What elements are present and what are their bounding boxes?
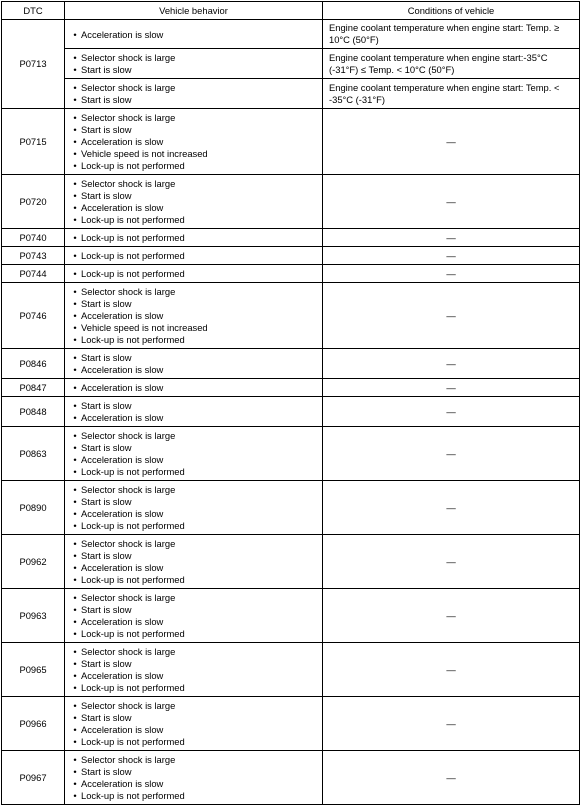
behavior-list-item bbox=[69, 484, 318, 496]
bullet-icon: • bbox=[73, 778, 77, 789]
behavior-list-item bbox=[69, 190, 318, 202]
bullet-icon: • bbox=[73, 562, 77, 573]
behavior-list-item bbox=[69, 574, 318, 586]
table-body bbox=[2, 20, 580, 805]
table-row bbox=[2, 589, 580, 643]
vehicle-condition-cell: Engine coolant temperature when engine start:-35°C (-31°F) ≤ Temp. < 10°C (50°F) bbox=[323, 49, 580, 79]
behavior-list-item bbox=[69, 112, 318, 124]
behavior-text: Acceleration is slow bbox=[81, 382, 164, 393]
behavior-text: Start is slow bbox=[81, 64, 132, 75]
bullet-icon: • bbox=[73, 592, 77, 603]
bullet-icon: • bbox=[73, 400, 77, 411]
bullet-icon: • bbox=[73, 646, 77, 657]
dtc-code-cell: P0962 bbox=[2, 535, 65, 589]
behavior-text: Vehicle speed is not increased bbox=[81, 322, 208, 333]
behavior-text: Lock-up is not performed bbox=[81, 682, 185, 693]
behavior-text: Lock-up is not performed bbox=[81, 736, 185, 747]
bullet-icon: • bbox=[73, 442, 77, 453]
vehicle-condition-cell: — bbox=[323, 229, 580, 247]
dtc-code-cell: P0967 bbox=[2, 751, 65, 805]
behavior-list-item bbox=[69, 352, 318, 364]
bullet-icon: • bbox=[73, 454, 77, 465]
bullet-icon: • bbox=[73, 364, 77, 375]
behavior-text: Start is slow bbox=[81, 94, 132, 105]
behavior-list-item bbox=[69, 766, 318, 778]
dtc-code-cell: P0713 bbox=[2, 20, 65, 109]
header-row bbox=[2, 2, 580, 20]
bullet-icon: • bbox=[73, 382, 77, 393]
dtc-code-cell: P0744 bbox=[2, 265, 65, 283]
bullet-icon: • bbox=[73, 604, 77, 615]
dtc-code-cell: P0743 bbox=[2, 247, 65, 265]
dtc-code-cell: P0746 bbox=[2, 283, 65, 349]
behavior-list-item bbox=[69, 412, 318, 424]
table-row bbox=[2, 20, 580, 49]
behavior-list-item bbox=[69, 724, 318, 736]
vehicle-condition-cell: — bbox=[323, 265, 580, 283]
dtc-code-cell: P0890 bbox=[2, 481, 65, 535]
behavior-text: Lock-up is not performed bbox=[81, 232, 185, 243]
behavior-list-item bbox=[69, 334, 318, 346]
behavior-list-item bbox=[69, 736, 318, 748]
behavior-list-item bbox=[69, 646, 318, 658]
bullet-icon: • bbox=[73, 628, 77, 639]
bullet-icon: • bbox=[73, 310, 77, 321]
dtc-code-cell: P0965 bbox=[2, 643, 65, 697]
behavior-list-item bbox=[69, 202, 318, 214]
vehicle-condition-cell: — bbox=[323, 751, 580, 805]
bullet-icon: • bbox=[73, 124, 77, 135]
vehicle-behavior-cell bbox=[65, 397, 323, 427]
behavior-text: Start is slow bbox=[81, 604, 132, 615]
behavior-list-item bbox=[69, 286, 318, 298]
behavior-text: Acceleration is slow bbox=[81, 454, 164, 465]
behavior-text: Selector shock is large bbox=[81, 430, 176, 441]
header-dtc: DTC bbox=[2, 2, 65, 20]
behavior-text: Lock-up is not performed bbox=[81, 160, 185, 171]
bullet-icon: • bbox=[73, 574, 77, 585]
vehicle-condition-cell: — bbox=[323, 109, 580, 175]
behavior-text: Selector shock is large bbox=[81, 592, 176, 603]
vehicle-condition-cell: — bbox=[323, 535, 580, 589]
behavior-list-item bbox=[69, 124, 318, 136]
bullet-icon: • bbox=[73, 148, 77, 159]
behavior-list-item bbox=[69, 466, 318, 478]
vehicle-behavior-cell bbox=[65, 175, 323, 229]
bullet-icon: • bbox=[73, 412, 77, 423]
header-vehicle-behavior: Vehicle behavior bbox=[65, 2, 323, 20]
behavior-list-item bbox=[69, 29, 318, 41]
behavior-text: Lock-up is not performed bbox=[81, 574, 185, 585]
table-row bbox=[2, 751, 580, 805]
behavior-list-item bbox=[69, 298, 318, 310]
behavior-text: Start is slow bbox=[81, 400, 132, 411]
behavior-text: Lock-up is not performed bbox=[81, 334, 185, 345]
behavior-list-item bbox=[69, 754, 318, 766]
dtc-code-cell: P0720 bbox=[2, 175, 65, 229]
vehicle-behavior-cell bbox=[65, 109, 323, 175]
behavior-text: Lock-up is not performed bbox=[81, 214, 185, 225]
behavior-list-item bbox=[69, 214, 318, 226]
vehicle-condition-cell: — bbox=[323, 247, 580, 265]
behavior-text: Acceleration is slow bbox=[81, 310, 164, 321]
behavior-list-item bbox=[69, 592, 318, 604]
bullet-icon: • bbox=[73, 190, 77, 201]
bullet-icon: • bbox=[73, 82, 77, 93]
bullet-icon: • bbox=[73, 298, 77, 309]
table-row bbox=[2, 49, 580, 79]
vehicle-condition-cell: — bbox=[323, 175, 580, 229]
behavior-text: Selector shock is large bbox=[81, 646, 176, 657]
behavior-list-item bbox=[69, 160, 318, 172]
vehicle-condition-cell: — bbox=[323, 481, 580, 535]
bullet-icon: • bbox=[73, 52, 77, 63]
behavior-text: Start is slow bbox=[81, 766, 132, 777]
bullet-icon: • bbox=[73, 178, 77, 189]
behavior-text: Lock-up is not performed bbox=[81, 250, 185, 261]
vehicle-behavior-cell bbox=[65, 481, 323, 535]
behavior-list-item bbox=[69, 136, 318, 148]
vehicle-behavior-cell bbox=[65, 79, 323, 109]
behavior-text: Vehicle speed is not increased bbox=[81, 148, 208, 159]
bullet-icon: • bbox=[73, 496, 77, 507]
behavior-text: Acceleration is slow bbox=[81, 364, 164, 375]
bullet-icon: • bbox=[73, 334, 77, 345]
behavior-list-item bbox=[69, 268, 318, 280]
table-row bbox=[2, 535, 580, 589]
dtc-code-cell: P0846 bbox=[2, 349, 65, 379]
behavior-list-item bbox=[69, 442, 318, 454]
vehicle-behavior-cell bbox=[65, 229, 323, 247]
dtc-code-cell: P0863 bbox=[2, 427, 65, 481]
vehicle-behavior-cell bbox=[65, 20, 323, 49]
dtc-code-cell: P0966 bbox=[2, 697, 65, 751]
behavior-text: Selector shock is large bbox=[81, 538, 176, 549]
bullet-icon: • bbox=[73, 658, 77, 669]
vehicle-condition-cell: — bbox=[323, 697, 580, 751]
behavior-text: Acceleration is slow bbox=[81, 136, 164, 147]
bullet-icon: • bbox=[73, 112, 77, 123]
vehicle-behavior-cell bbox=[65, 427, 323, 481]
bullet-icon: • bbox=[73, 682, 77, 693]
bullet-icon: • bbox=[73, 232, 77, 243]
vehicle-condition-cell: — bbox=[323, 589, 580, 643]
behavior-list-item bbox=[69, 82, 318, 94]
bullet-icon: • bbox=[73, 484, 77, 495]
vehicle-condition-cell: — bbox=[323, 427, 580, 481]
behavior-list-item bbox=[69, 232, 318, 244]
behavior-list-item bbox=[69, 322, 318, 334]
bullet-icon: • bbox=[73, 766, 77, 777]
behavior-text: Start is slow bbox=[81, 712, 132, 723]
behavior-list-item bbox=[69, 790, 318, 802]
bullet-icon: • bbox=[73, 94, 77, 105]
bullet-icon: • bbox=[73, 670, 77, 681]
bullet-icon: • bbox=[73, 520, 77, 531]
bullet-icon: • bbox=[73, 64, 77, 75]
behavior-text: Start is slow bbox=[81, 658, 132, 669]
behavior-text: Selector shock is large bbox=[81, 754, 176, 765]
vehicle-behavior-cell bbox=[65, 751, 323, 805]
behavior-list-item bbox=[69, 364, 318, 376]
vehicle-behavior-cell bbox=[65, 247, 323, 265]
behavior-list-item bbox=[69, 454, 318, 466]
behavior-list-item bbox=[69, 616, 318, 628]
bullet-icon: • bbox=[73, 214, 77, 225]
behavior-list-item bbox=[69, 430, 318, 442]
vehicle-condition-cell: — bbox=[323, 379, 580, 397]
table-row bbox=[2, 229, 580, 247]
dtc-code-cell: P0847 bbox=[2, 379, 65, 397]
bullet-icon: • bbox=[73, 754, 77, 765]
vehicle-behavior-cell bbox=[65, 643, 323, 697]
behavior-list-item bbox=[69, 64, 318, 76]
bullet-icon: • bbox=[73, 322, 77, 333]
behavior-text: Start is slow bbox=[81, 124, 132, 135]
bullet-icon: • bbox=[73, 286, 77, 297]
behavior-list-item bbox=[69, 52, 318, 64]
behavior-text: Start is slow bbox=[81, 550, 132, 561]
behavior-list-item bbox=[69, 658, 318, 670]
behavior-text: Lock-up is not performed bbox=[81, 628, 185, 639]
behavior-list-item bbox=[69, 382, 318, 394]
vehicle-behavior-cell bbox=[65, 49, 323, 79]
behavior-list-item bbox=[69, 310, 318, 322]
behavior-list-item bbox=[69, 250, 318, 262]
behavior-text: Acceleration is slow bbox=[81, 778, 164, 789]
bullet-icon: • bbox=[73, 136, 77, 147]
behavior-text: Acceleration is slow bbox=[81, 508, 164, 519]
behavior-list-item bbox=[69, 538, 318, 550]
vehicle-condition-cell: Engine coolant temperature when engine start: Temp. ≥ 10°C (50°F) bbox=[323, 20, 580, 49]
behavior-text: Start is slow bbox=[81, 190, 132, 201]
table-row bbox=[2, 265, 580, 283]
behavior-text: Selector shock is large bbox=[81, 286, 176, 297]
table-row bbox=[2, 283, 580, 349]
behavior-text: Acceleration is slow bbox=[81, 616, 164, 627]
behavior-list-item bbox=[69, 94, 318, 106]
behavior-list-item bbox=[69, 628, 318, 640]
behavior-list-item bbox=[69, 178, 318, 190]
behavior-text: Acceleration is slow bbox=[81, 28, 164, 40]
behavior-text: Selector shock is large bbox=[81, 82, 176, 93]
vehicle-behavior-cell bbox=[65, 265, 323, 283]
behavior-text: Start is slow bbox=[81, 496, 132, 507]
bullet-icon: • bbox=[73, 28, 77, 40]
behavior-text: Lock-up is not performed bbox=[81, 466, 185, 477]
header-conditions-of-vehicle: Conditions of vehicle bbox=[323, 2, 580, 20]
table-row bbox=[2, 349, 580, 379]
behavior-list-item bbox=[69, 604, 318, 616]
behavior-text: Start is slow bbox=[81, 298, 132, 309]
vehicle-behavior-cell bbox=[65, 697, 323, 751]
bullet-icon: • bbox=[73, 538, 77, 549]
vehicle-condition-cell: — bbox=[323, 397, 580, 427]
table-row bbox=[2, 79, 580, 109]
bullet-icon: • bbox=[73, 712, 77, 723]
behavior-text: Selector shock is large bbox=[81, 178, 176, 189]
behavior-list-item bbox=[69, 778, 318, 790]
table-row bbox=[2, 397, 580, 427]
table-row bbox=[2, 109, 580, 175]
bullet-icon: • bbox=[73, 430, 77, 441]
table-row bbox=[2, 247, 580, 265]
table-row bbox=[2, 427, 580, 481]
dtc-code-cell: P0740 bbox=[2, 229, 65, 247]
behavior-text: Selector shock is large bbox=[81, 112, 176, 123]
bullet-icon: • bbox=[73, 616, 77, 627]
behavior-list-item bbox=[69, 562, 318, 574]
vehicle-behavior-cell bbox=[65, 283, 323, 349]
bullet-icon: • bbox=[73, 700, 77, 711]
behavior-text: Selector shock is large bbox=[81, 52, 176, 63]
behavior-list-item bbox=[69, 400, 318, 412]
vehicle-behavior-cell bbox=[65, 379, 323, 397]
bullet-icon: • bbox=[73, 160, 77, 171]
dtc-behavior-table bbox=[1, 1, 580, 805]
bullet-icon: • bbox=[73, 202, 77, 213]
behavior-text: Start is slow bbox=[81, 442, 132, 453]
behavior-text: Lock-up is not performed bbox=[81, 268, 185, 279]
bullet-icon: • bbox=[73, 790, 77, 801]
behavior-text: Lock-up is not performed bbox=[81, 790, 185, 801]
table-row bbox=[2, 175, 580, 229]
dtc-code-cell: P0848 bbox=[2, 397, 65, 427]
table-row bbox=[2, 379, 580, 397]
behavior-list-item bbox=[69, 670, 318, 682]
bullet-icon: • bbox=[73, 466, 77, 477]
vehicle-condition-cell: — bbox=[323, 643, 580, 697]
behavior-list-item bbox=[69, 520, 318, 532]
bullet-icon: • bbox=[73, 352, 77, 363]
behavior-list-item bbox=[69, 682, 318, 694]
behavior-list-item bbox=[69, 496, 318, 508]
vehicle-condition-cell: — bbox=[323, 283, 580, 349]
vehicle-behavior-cell bbox=[65, 589, 323, 643]
bullet-icon: • bbox=[73, 250, 77, 261]
behavior-text: Start is slow bbox=[81, 352, 132, 363]
behavior-text: Selector shock is large bbox=[81, 700, 176, 711]
table-row bbox=[2, 643, 580, 697]
table-row bbox=[2, 481, 580, 535]
bullet-icon: • bbox=[73, 736, 77, 747]
behavior-text: Acceleration is slow bbox=[81, 412, 164, 423]
bullet-icon: • bbox=[73, 508, 77, 519]
vehicle-condition-cell: — bbox=[323, 349, 580, 379]
bullet-icon: • bbox=[73, 268, 77, 279]
table-row bbox=[2, 697, 580, 751]
vehicle-behavior-cell bbox=[65, 535, 323, 589]
bullet-icon: • bbox=[73, 550, 77, 561]
behavior-text: Acceleration is slow bbox=[81, 202, 164, 213]
behavior-text: Acceleration is slow bbox=[81, 562, 164, 573]
behavior-list-item bbox=[69, 700, 318, 712]
behavior-text: Selector shock is large bbox=[81, 484, 176, 495]
behavior-text: Acceleration is slow bbox=[81, 670, 164, 681]
behavior-text: Acceleration is slow bbox=[81, 724, 164, 735]
vehicle-behavior-cell bbox=[65, 349, 323, 379]
behavior-list-item bbox=[69, 148, 318, 160]
behavior-list-item bbox=[69, 508, 318, 520]
dtc-code-cell: P0963 bbox=[2, 589, 65, 643]
behavior-text: Lock-up is not performed bbox=[81, 520, 185, 531]
behavior-list-item bbox=[69, 550, 318, 562]
dtc-code-cell: P0715 bbox=[2, 109, 65, 175]
bullet-icon: • bbox=[73, 724, 77, 735]
vehicle-condition-cell: Engine coolant temperature when engine start: Temp. < -35°C (-31°F) bbox=[323, 79, 580, 109]
behavior-list-item bbox=[69, 712, 318, 724]
